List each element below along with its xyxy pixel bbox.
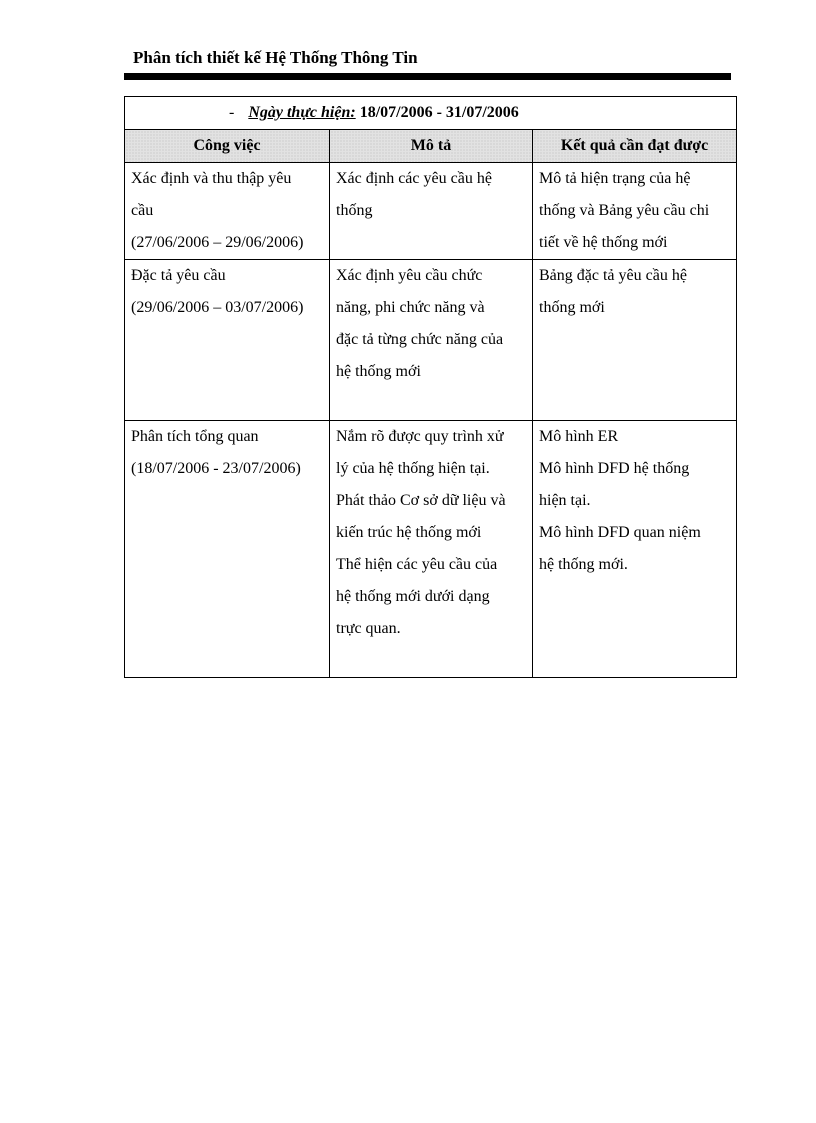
task-cell [125, 260, 330, 421]
result-line: thống mới [539, 299, 605, 316]
description-cell [330, 260, 533, 421]
result-line: Bảng đặc tả yêu cầu hệ [539, 267, 687, 284]
date-label: Ngày thực hiện: [248, 104, 356, 121]
task-line: cầu [131, 202, 154, 219]
column-header-task: Công việc [125, 130, 330, 163]
table-row [125, 421, 737, 678]
description-line: hệ thống mới [336, 363, 421, 380]
task-line: Phân tích tổng quan [131, 428, 259, 445]
task-date: (27/06/2006 – 29/06/2006) [131, 234, 304, 251]
task-line: Đặc tả yêu cầu [131, 267, 226, 284]
result-line: hệ thống mới. [539, 556, 628, 573]
schedule-date-line [131, 97, 730, 129]
result-cell [533, 260, 737, 421]
date-row [125, 97, 737, 130]
table-row [125, 163, 737, 260]
description-line: thống [336, 202, 373, 219]
task-cell [125, 421, 330, 678]
page-header-title: Phân tích thiết kế Hệ Thống Thông Tin [133, 48, 418, 67]
task-line: Xác định và thu thập yêu [131, 170, 292, 187]
description-line: Nắm rõ được quy trình xử [336, 428, 504, 445]
result-line: Mô hình DFD hệ thống [539, 460, 690, 477]
description-line: lý của hệ thống hiện tại. [336, 460, 490, 477]
description-line: trực quan. [336, 620, 401, 637]
result-line: Mô hình ER [539, 428, 619, 445]
description-line: hệ thống mới dưới dạng [336, 588, 490, 605]
result-cell [533, 421, 737, 678]
column-header-result: Kết quả cần đạt được [533, 130, 737, 163]
description-line: Xác định các yêu cầu hệ [336, 170, 492, 187]
result-line: Mô hình DFD quan niệm [539, 524, 701, 541]
result-cell [533, 163, 737, 260]
description-cell [330, 163, 533, 260]
task-date: (18/07/2006 - 23/07/2006) [131, 460, 301, 477]
description-line: Thể hiện các yêu cầu của [336, 556, 498, 573]
schedule-table [124, 96, 737, 678]
description-cell [330, 421, 533, 678]
description-line: năng, phi chức năng và [336, 299, 485, 316]
task-date: (29/06/2006 – 03/07/2006) [131, 299, 304, 316]
result-line: thống và Bảng yêu cầu chi [539, 202, 710, 219]
table-row [125, 260, 737, 421]
result-line: Mô tả hiện trạng của hệ [539, 170, 691, 187]
result-line: hiện tại. [539, 492, 591, 509]
task-cell [125, 163, 330, 260]
column-header-description: Mô tả [330, 130, 533, 163]
date-range: 18/07/2006 - 31/07/2006 [359, 104, 519, 121]
description-line: Xác định yêu cầu chức [336, 267, 483, 284]
description-line: Phát thảo Cơ sở dữ liệu và [336, 492, 506, 509]
bullet-dash: - [229, 104, 235, 121]
description-line: kiến trúc hệ thống mới [336, 524, 482, 541]
date-cell [125, 97, 737, 130]
header-rule [124, 73, 731, 80]
description-line: đặc tả từng chức năng của [336, 331, 504, 348]
table-header-row [125, 130, 737, 163]
result-line: tiết về hệ thống mới [539, 234, 668, 251]
